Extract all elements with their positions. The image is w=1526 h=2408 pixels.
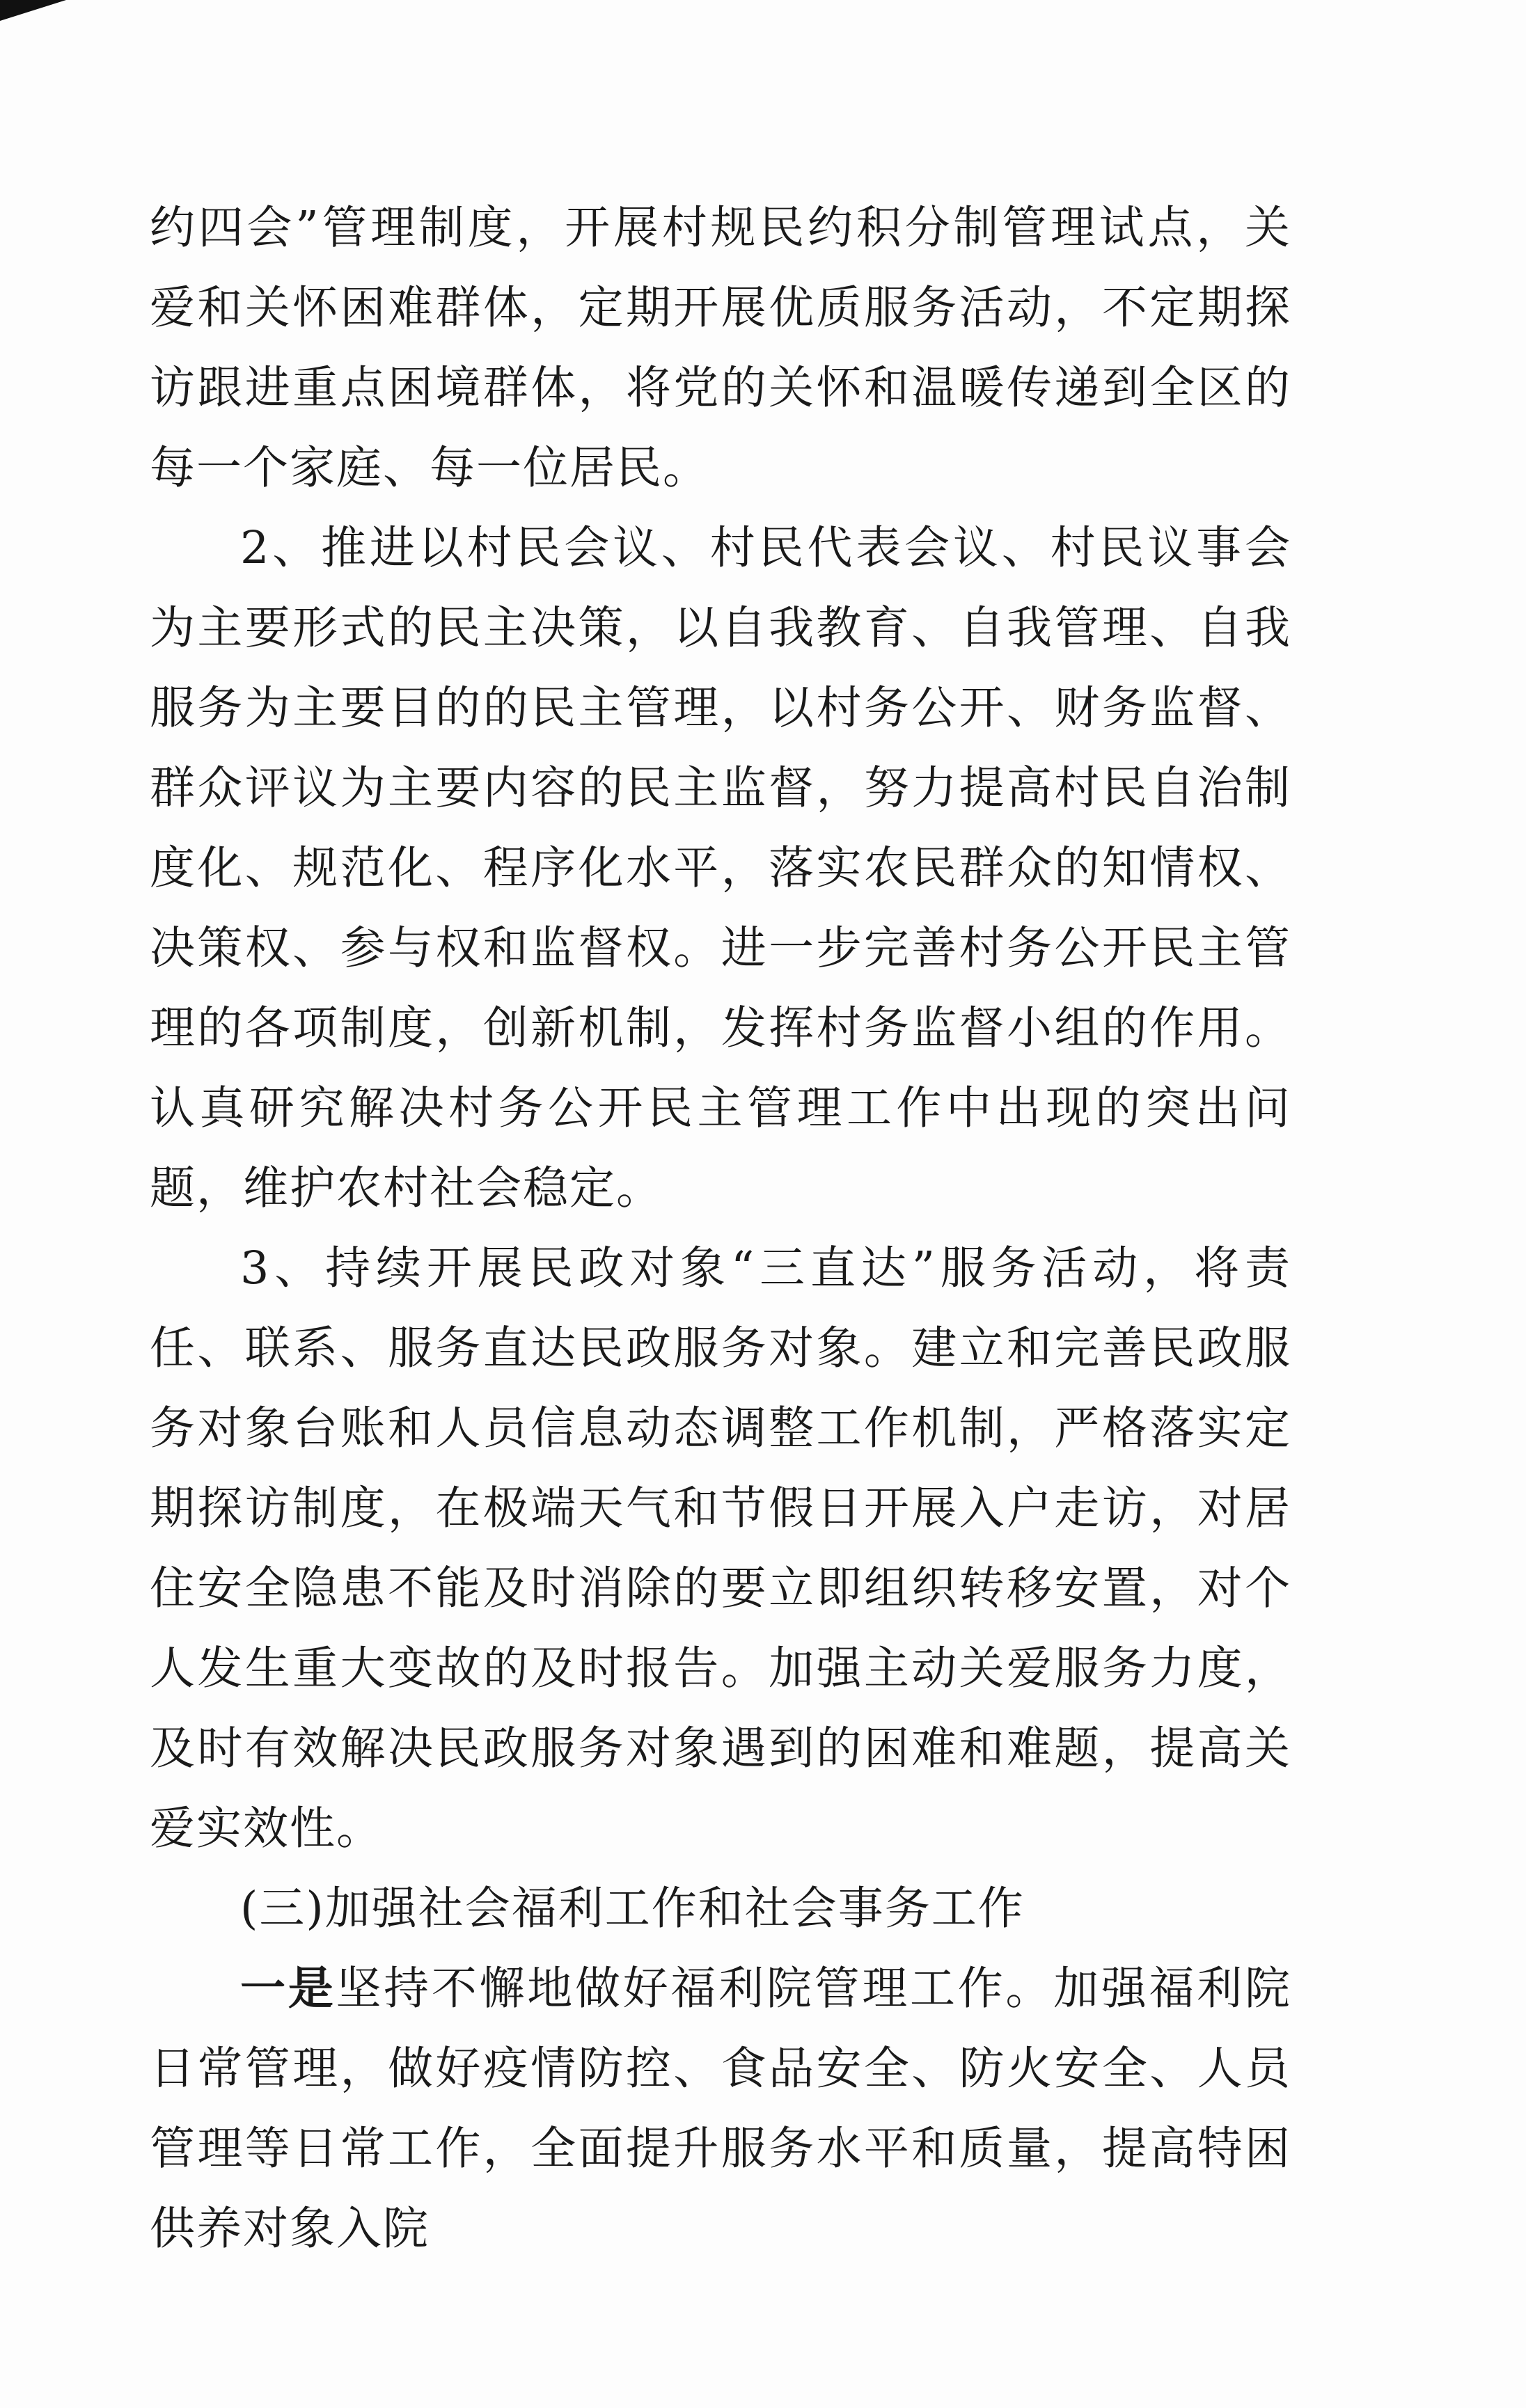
paragraph-item-2: 2、推进以村民会议、村民代表会议、村民议事会为主要形式的民主决策，以自我教育、自我管理、自我服务为主要目的的民主管理，以村务公开、财务监督、群众评议为主要内容的民主监督，努力提高村民自治制度化、规范化、程序化水平，落实农民群众的知情权、决策权、参与权和监督权。进一步完善村务公开民主管理的各项制度，创新机制，发挥村务监督小组的作用。认真研究解决村务公开民主管理工作中出现的突出问题，维护农村社会稳定。 bbox=[150, 522, 1291, 1214]
paragraph-text: 坚持不懈地做好福利院管理工作。加强福利院日常管理，做好疫情防控、食品安全、防火安全、人员管理等日常工作，全面提升服务水平和质量，提高特困供养对象入院 bbox=[150, 1963, 1291, 2255]
section-heading: (三)加强社会福利工作和社会事务工作 bbox=[240, 1883, 1025, 1935]
scan-corner-mark bbox=[0, 0, 66, 21]
paragraph-continuation: 约四会”管理制度，开展村规民约积分制管理试点，关爱和关怀困难群体，定期开展优质服务活动，不定期探访跟进重点困境群体，将党的关怀和温暖传递到全区的每一个家庭、每一位居民。 bbox=[150, 202, 1291, 494]
paragraph-item-3: 3、持续开展民政对象“三直达”服务活动，将责任、联系、服务直达民政服务对象。建立和完善民政服务对象台账和人员信息动态调整工作机制，严格落实定期探访制度，在极端天气和节假日开展入户走访，对居住安全隐患不能及时消除的要立即组织转移安置，对个人发生重大变故的及时报告。加强主动关爱服务力度，及时有效解决民政服务对象遇到的困难和难题，提高关爱实效性。 bbox=[150, 1242, 1291, 1855]
paragraph-lead: 一是 bbox=[240, 1962, 336, 2015]
document-body bbox=[150, 188, 1291, 2269]
paragraph-welfare-home bbox=[150, 1949, 1291, 2269]
